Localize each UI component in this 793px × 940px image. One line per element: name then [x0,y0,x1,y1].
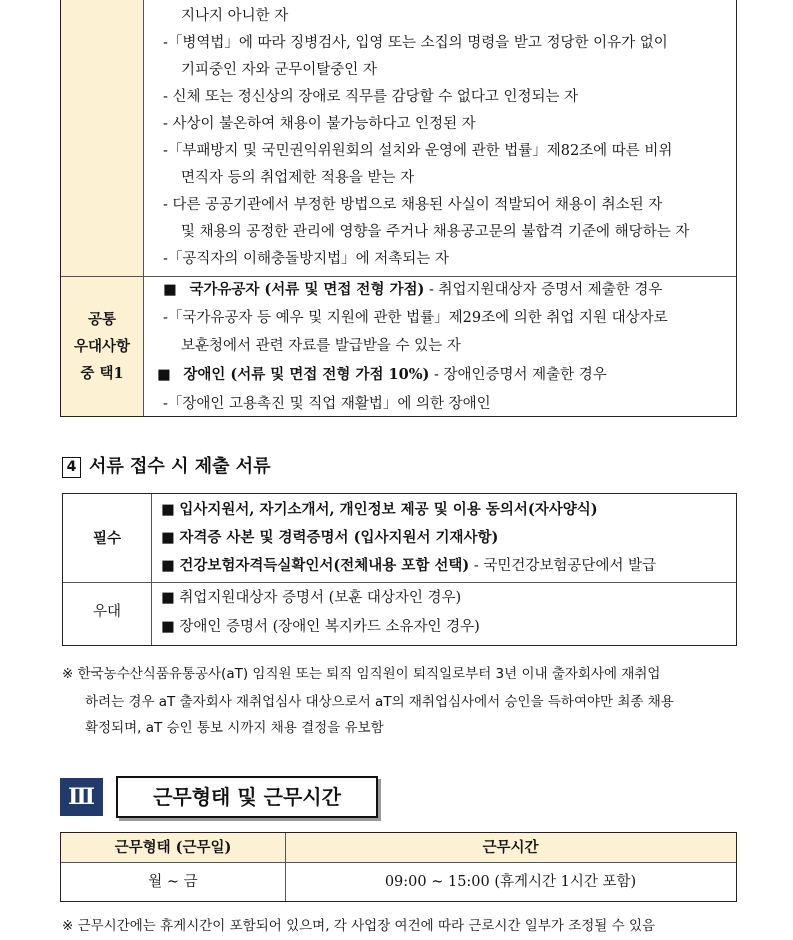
header-work-hours: 근무시간 [482,839,539,856]
text-line: - 신체 또는 정신상의 장애로 직무를 감당할 수 없다고 인정되는 자 [163,89,579,105]
cell-work-time: 09:00 ~ 15:00 (휴게시간 1시간 포함) [384,874,637,890]
pref-item-title: 장애인 (서류 및 면접 전형 가점 10%) [183,366,430,383]
text-line: -「장애인 고용촉진 및 직업 재활법」에 의한 장애인 [163,396,491,412]
section-heading [62,452,271,478]
required-label: 필수 [92,530,121,547]
required-item: ■ 자격증 사본 및 경력증명서 (입사지원서 기재사항) [161,529,499,546]
text-line: 및 채용의 공정한 관리에 영향을 주거나 채용공고문의 불합격 기준에 해당하는 자 [181,224,690,240]
pref-label-line: 공통 [87,311,116,328]
pref-item-disabled [157,365,607,385]
note-line: 하려는 경우 aT 출자회사 재취업심사 대상으로서 aT의 재취업심사에서 승인을 득하여야만 최종 채용 [85,694,674,710]
pref-label-line: 우대사항 [73,338,131,355]
section-title: 근무형태 및 근무시간 [116,776,378,818]
bullet-icon: ■ [157,367,171,383]
work-hours-table [60,832,737,902]
text-line: -「국가유공자 등 예우 및 지원에 관한 법률」제29조에 의한 취업 지원 대상자로 [163,310,668,326]
text-line: 면직자 등의 취업제한 적용을 받는 자 [181,170,415,186]
pref-item-veteran [163,280,662,300]
cell-work-days: 월 ~ 금 [148,874,198,890]
text-line: - 사상이 불온하여 채용이 불가능하다고 인정된 자 [163,116,476,132]
text-line: -「병역법」에 따라 징병검사, 입영 또는 소집의 명령을 받고 정당한 이유가 없이 [163,35,668,51]
text-line: - 다른 공공기관에서 부정한 방법으로 채용된 사실이 적발되어 채용이 취소된 자 [163,197,663,213]
required-item: ■ 입사지원서, 자기소개서, 개인정보 제공 및 이용 동의서(자사양식) [161,501,598,518]
preferred-label: 우대 [92,604,121,620]
preferred-item: ■ 취업지원대상자 증명서 (보훈 대상자인 경우) [161,590,462,606]
table-divider [61,276,736,277]
required-item: ■ 건강보험자격득실확인서(전체내용 포함 선택) - 국민건강보험공단에서 발급 [161,557,657,574]
pref-item-title: 국가유공자 (서류 및 면접 전형 가점) [189,281,425,298]
text-line: 보훈청에서 관련 자료를 발급받을 수 있는 자 [181,338,461,354]
section-number-badge: Ⅲ [60,778,103,816]
documents-table [62,493,737,646]
note-line: ※ 한국농수산식품유통공사(aT) 임직원 또는 퇴직 임직원이 퇴직일로부터 3년 이내 출자회사에 재취업 [62,666,661,682]
pref-label-line: 중 택1 [80,365,124,382]
bullet-icon: ■ [163,282,177,298]
text-line: -「공직자의 이해충돌방지법」에 저촉되는 자 [163,251,449,267]
pref-item-desc: - 장애인증명서 제출한 경우 [429,367,607,383]
text-line: -「부패방지 및 국민권익위원회의 설치와 운영에 관한 법률」제82조에 따른 비위 [163,143,673,159]
text-line: 기피중인 자와 군무이탈중인 자 [181,62,377,78]
note-line: ※ 근무시간에는 휴게시간이 포함되어 있으며, 각 사업장 여건에 따라 근로시간 일부가 조정될 수 있음 [62,918,656,934]
table-divider [63,582,736,583]
section-title: 서류 접수 시 제출 서류 [89,456,271,477]
text-line: 지나지 아니한 자 [181,8,289,24]
pref-item-desc: - 취업지원대상자 증명서 제출한 경우 [424,282,663,298]
eligibility-table [60,0,737,417]
preferred-item: ■ 장애인 증명서 (장애인 복지카드 소유자인 경우) [161,619,480,635]
note-line: 확정되며, aT 승인 통보 시까지 채용 결정을 유보함 [85,720,384,736]
header-work-type: 근무형태 (근무일) [114,839,232,856]
section-number-box: 4 [62,457,81,478]
